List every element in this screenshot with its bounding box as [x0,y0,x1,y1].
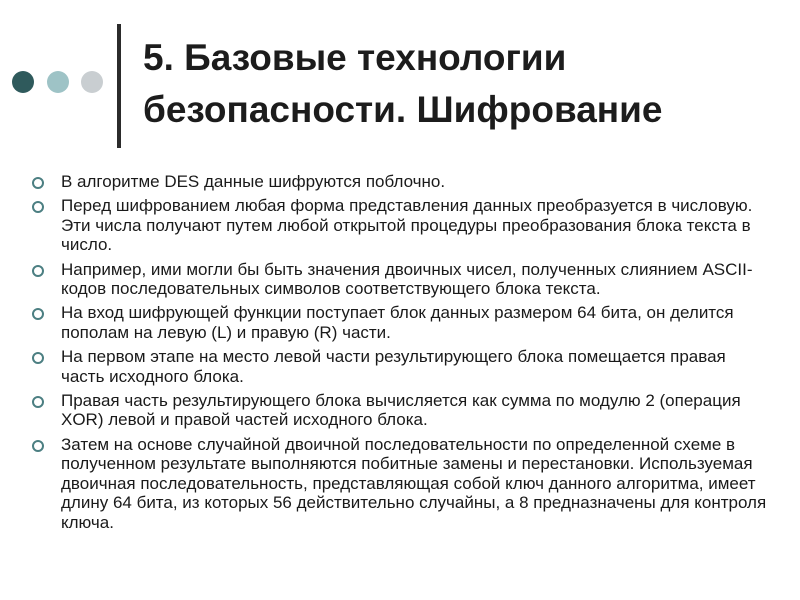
bullet-text: Затем на основе случайной двоичной последовательности по определенной схеме в полученном результате выполняются побитные замены и перестановки. Используемая двоичная последовательность, представляющая собой ключ данного алгоритма, имеет длину 64 бита, из которых 56 действительно случайны, а 8 предназначены для контроля ключа. [61,434,767,532]
title-divider-line [117,24,121,148]
bullet-text: На вход шифрующей функции поступает блок данных размером 64 бита, он делится пополам на левую (L) и правую (R) части. [61,303,734,342]
dot-mid [47,71,69,93]
bullet-text: Перед шифрованием любая форма представления данных преобразуется в числовую. Эти числа получают путем любой открытой процедуры преобразования блока текста в число. [61,196,753,255]
bullet-text: В алгоритме DES данные шифруются поблочно. [61,172,446,191]
bullet-item [32,435,772,532]
slide-title [143,32,783,136]
bullet-ring-icon [32,201,44,213]
bullet-ring-icon [32,352,44,364]
dot-light [81,71,103,93]
dot-dark [12,71,34,93]
bullet-ring-icon [32,308,44,320]
bullet-ring-icon [32,265,44,277]
bullet-item [32,196,772,254]
bullet-ring-icon [32,440,44,452]
slide-title-line-2: безопасности. Шифрование [143,89,663,130]
bullet-text: Правая часть результирующего блока вычисляется как сумма по модулю 2 (операция XOR) левой и правой частей исходного блока. [61,391,741,430]
bullet-text: Например, ими могли бы быть значения двоичных чисел, полученных слиянием ASCII-кодов последовательных символов соответствующего блока текста. [61,259,753,299]
bullet-item [32,172,772,191]
bullet-item [32,347,772,386]
bullet-item [32,303,772,342]
bullet-text: На первом этапе на место левой части результирующего блока помещается правая часть исходного блока. [61,347,726,386]
slide-title-line-1: 5. Базовые технологии [143,37,567,78]
bullet-item [32,391,772,430]
bullet-item [32,260,772,299]
bullet-ring-icon [32,177,44,189]
bullet-list [32,172,772,537]
bullet-ring-icon [32,396,44,408]
